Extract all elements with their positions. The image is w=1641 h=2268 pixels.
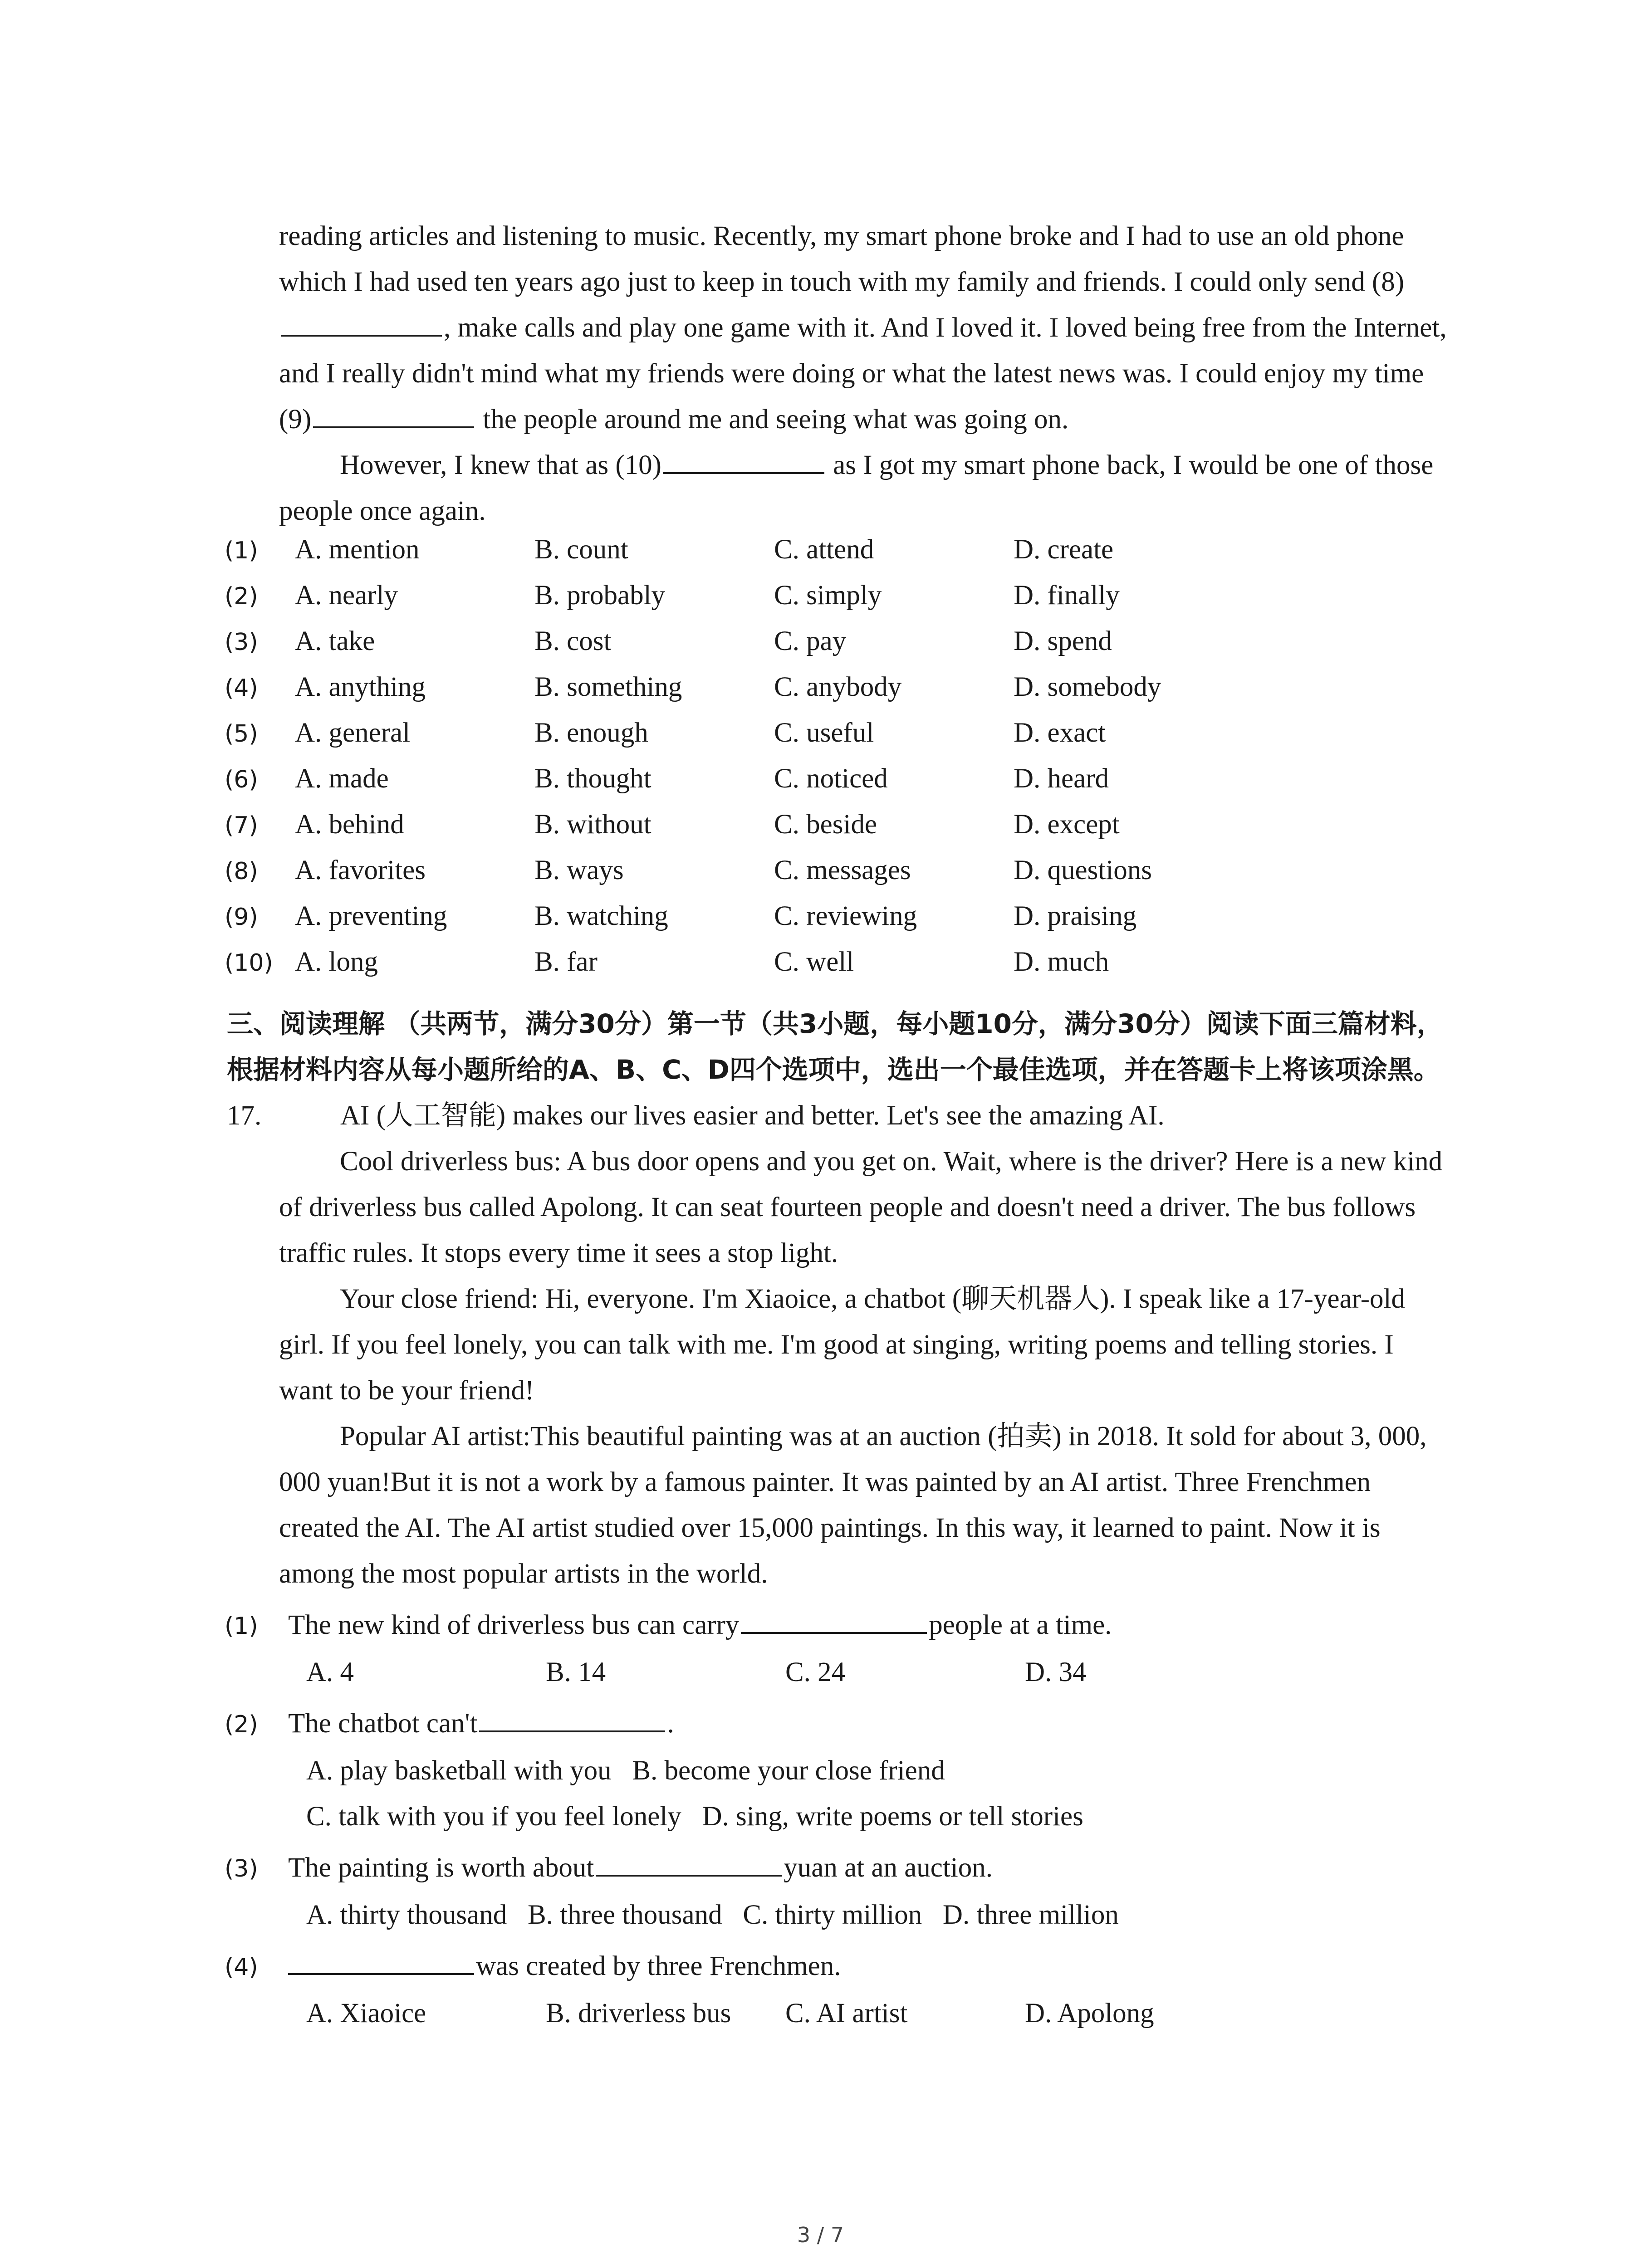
option-c: C. beside [774, 809, 877, 840]
option-b: B. ways [534, 855, 624, 885]
option-a: A. general [295, 718, 411, 748]
options-line: A. thirty thousand B. three thousand C. thirty million D. three million [306, 1900, 1119, 1930]
option-row [225, 763, 1452, 809]
option-d: D. except [1014, 809, 1120, 840]
option-d: D. exact [1014, 718, 1106, 748]
question-stem-end: people at a time. [929, 1610, 1112, 1640]
option-number: (5) [225, 720, 258, 748]
option-number: (10) [225, 949, 273, 977]
option-number: (2) [225, 583, 258, 610]
option-b: B. cost [534, 626, 612, 656]
sub-question-3 [225, 1845, 1452, 1892]
question-stem-end: yuan at an auction. [784, 1853, 993, 1883]
blank-8 [281, 312, 442, 337]
answer-blank [741, 1609, 927, 1634]
option-b: B. count [534, 534, 628, 565]
option-d: D. 34 [1025, 1657, 1087, 1687]
option-c: C. useful [774, 718, 874, 748]
reading-passage [279, 1139, 1450, 1597]
option-number: (9) [225, 904, 258, 931]
option-d: D. somebody [1014, 672, 1161, 702]
option-c: C. 24 [785, 1657, 846, 1687]
passage-text: , make calls and play one game with it. And I loved it. I loved being free from the Internet, and I really didn't mind what my friends were doing or what the latest news was. I could enjoy my time (9) [279, 313, 1447, 435]
question-stem: The painting is worth about [288, 1853, 594, 1883]
cloze-passage [279, 213, 1450, 534]
option-b: B. without [534, 809, 652, 840]
question-stem-end: . [667, 1708, 674, 1739]
option-c: C. noticed [774, 763, 888, 794]
passage-paragraph [279, 442, 1450, 534]
option-d: D. create [1014, 534, 1114, 565]
option-a: A. anything [295, 672, 426, 702]
passage-text: reading articles and listening to music. Recently, my smart phone broke and I had to use an old phone which I had used ten years ago just to keep in touch with my family and friends. I could only send (8) [279, 221, 1405, 297]
option-a: A. nearly [295, 580, 398, 611]
sub-question-options [306, 1748, 1452, 1794]
option-row [225, 946, 1452, 992]
option-number: (1) [225, 537, 258, 564]
option-c: C. messages [774, 855, 911, 885]
option-number: (8) [225, 858, 258, 885]
option-b: B. 14 [546, 1657, 606, 1687]
option-b: B. probably [534, 580, 666, 611]
answer-blank [596, 1852, 782, 1877]
page-content [227, 213, 1452, 2036]
option-row [225, 671, 1452, 717]
page-number: 3 / 7 [797, 2223, 844, 2247]
option-row [225, 809, 1452, 855]
blank-10 [663, 450, 824, 474]
option-b: B. driverless bus [546, 1998, 731, 2028]
option-row [225, 717, 1452, 763]
option-a: A. made [295, 763, 389, 794]
blank-9 [313, 404, 474, 428]
paragraph-chatbot: Your close friend: Hi, everyone. I'm Xiaoice, a chatbot (聊天机器人). I speak like a 17-year-old girl. If you feel lonely, you can talk with me. I'm good at singing, writing poems and telling stories. I want to be your friend! [279, 1284, 1405, 1406]
cloze-options [227, 534, 1452, 992]
section-heading: 三、阅读理解 （共两节，满分30分）第一节（共3小题，每小题10分，满分30分）阅读下面三篇材料，根据材料内容从每小题所给的A、B、C、D四个选项中，选出一个最佳选项，并在答题卡上将该项涂黑。 [227, 1008, 1443, 1085]
question-intro-row [227, 1093, 1452, 1139]
option-c: C. attend [774, 534, 874, 565]
option-d: D. praising [1014, 901, 1137, 931]
passage-text: However, I knew that as (10) [340, 450, 661, 480]
answer-blank [479, 1708, 665, 1732]
option-d: D. finally [1014, 580, 1120, 611]
sub-question-options [306, 1990, 1452, 2036]
option-row [225, 534, 1452, 580]
question-stem-end: was created by three Frenchmen. [476, 1951, 841, 1981]
option-a: A. 4 [306, 1657, 354, 1687]
reading-intro: AI (人工智能) makes our lives easier and better. Let's see the amazing AI. [340, 1100, 1165, 1131]
sub-question-number: (4) [225, 1954, 258, 1981]
sub-question-1 [225, 1602, 1452, 1649]
option-c: C. well [774, 947, 854, 977]
sub-question-options [306, 1794, 1452, 1839]
option-row [225, 580, 1452, 626]
option-number: (4) [225, 675, 258, 702]
paragraph-driverless-bus: Cool driverless bus: A bus door opens and you get on. Wait, where is the driver? Here is a new kind of driverless bus called Apolong. It can seat fourteen people and doesn't need a driver. The bus follows traffic rules. It stops every time it sees a stop light. [279, 1146, 1443, 1268]
option-row [225, 626, 1452, 671]
passage-paragraph [279, 213, 1450, 442]
options-line: A. play basketball with you B. become your close friend [306, 1755, 945, 1786]
option-a: A. behind [295, 809, 404, 840]
sub-question-number: (3) [225, 1855, 258, 1882]
option-c: C. AI artist [785, 1998, 908, 2028]
option-c: C. reviewing [774, 901, 917, 931]
sub-question-number: (1) [225, 1613, 258, 1640]
option-a: A. Xiaoice [306, 1998, 426, 2028]
sub-question-2 [225, 1701, 1452, 1748]
passage-text: the people around me and seeing what was going on. [476, 404, 1069, 435]
option-b: B. watching [534, 901, 668, 931]
option-b: B. far [534, 947, 598, 977]
option-b: B. thought [534, 763, 652, 794]
option-number: (3) [225, 629, 258, 656]
option-d: D. Apolong [1025, 1998, 1154, 2028]
sub-question-options [306, 1892, 1452, 1938]
paragraph-ai-artist: Popular AI artist:This beautiful painting was at an auction (拍卖) in 2018. It sold for about 3, 000, 000 yuan!But it is not a work by a famous painter. It was painted by an AI artist. Three Frenchmen created the AI. The AI artist studied over 15,000 paintings. In this way, it learned to paint. Now it is among the most popular artists in the world. [279, 1421, 1427, 1589]
passage-text: as I got my smart phone back, I would be one of those people once again. [279, 450, 1434, 526]
option-d: D. heard [1014, 763, 1109, 794]
sub-question-4 [225, 1943, 1452, 1990]
options-line: C. talk with you if you feel lonely D. sing, write poems or tell stories [306, 1801, 1083, 1832]
option-d: D. much [1014, 947, 1109, 977]
option-row [225, 855, 1452, 900]
option-a: A. preventing [295, 901, 447, 931]
option-c: C. anybody [774, 672, 902, 702]
option-a: A. long [295, 947, 378, 977]
question-stem: The chatbot can't [288, 1708, 478, 1739]
option-row [225, 900, 1452, 946]
option-b: B. something [534, 672, 682, 702]
option-d: D. spend [1014, 626, 1112, 656]
option-a: A. favorites [295, 855, 426, 885]
answer-blank [288, 1950, 474, 1975]
sub-question-options [306, 1649, 1452, 1695]
question-number: 17. [227, 1100, 262, 1131]
option-number: (6) [225, 766, 258, 793]
option-d: D. questions [1014, 855, 1152, 885]
question-stem: The new kind of driverless bus can carry [288, 1610, 740, 1640]
option-a: A. mention [295, 534, 420, 565]
option-a: A. take [295, 626, 375, 656]
option-c: C. simply [774, 580, 882, 611]
question-17 [227, 1093, 1452, 2036]
sub-question-number: (2) [225, 1711, 258, 1738]
option-number: (7) [225, 812, 258, 839]
option-b: B. enough [534, 718, 648, 748]
option-c: C. pay [774, 626, 847, 656]
